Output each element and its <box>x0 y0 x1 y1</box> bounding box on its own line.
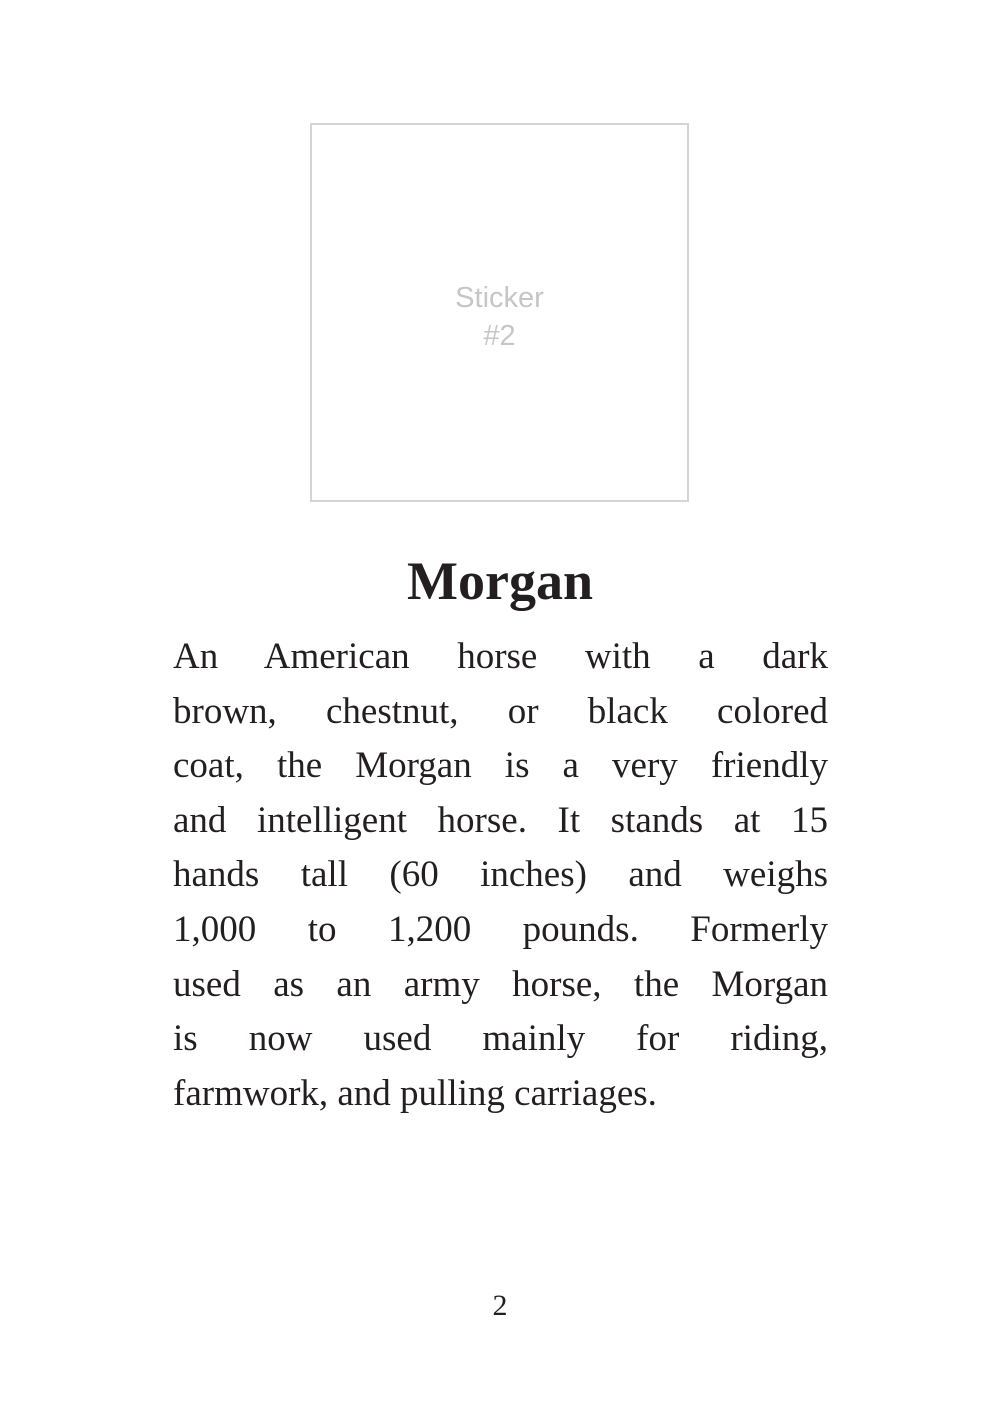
sticker-label-line1: Sticker <box>455 282 544 314</box>
description-paragraph <box>173 630 828 1121</box>
paragraph-line: An American horse with a dark <box>173 636 828 677</box>
paragraph-line: and intelligent horse. It stands at 15 <box>173 799 828 841</box>
paragraph-line: coat, the Morgan is a very friendly <box>173 745 828 787</box>
paragraph-line: brown, chestnut, or black colored <box>173 690 828 732</box>
page-title: Morgan <box>407 551 593 611</box>
paragraph-line: 1,000 to 1,200 pounds. Formerly <box>173 908 828 950</box>
paragraph-line: used as an army horse, the Morgan <box>173 963 828 1005</box>
sticker-placeholder <box>310 123 689 502</box>
paragraph-line: is now used mainly for riding, <box>173 1018 828 1060</box>
sticker-label <box>312 279 687 355</box>
sticker-label-line2: #2 <box>483 320 516 352</box>
page-number: 2 <box>492 1289 508 1322</box>
paragraph-line: hands tall (60 inches) and weighs <box>173 854 828 896</box>
paragraph-line: farmwork, and pulling carriages. <box>173 1072 657 1114</box>
